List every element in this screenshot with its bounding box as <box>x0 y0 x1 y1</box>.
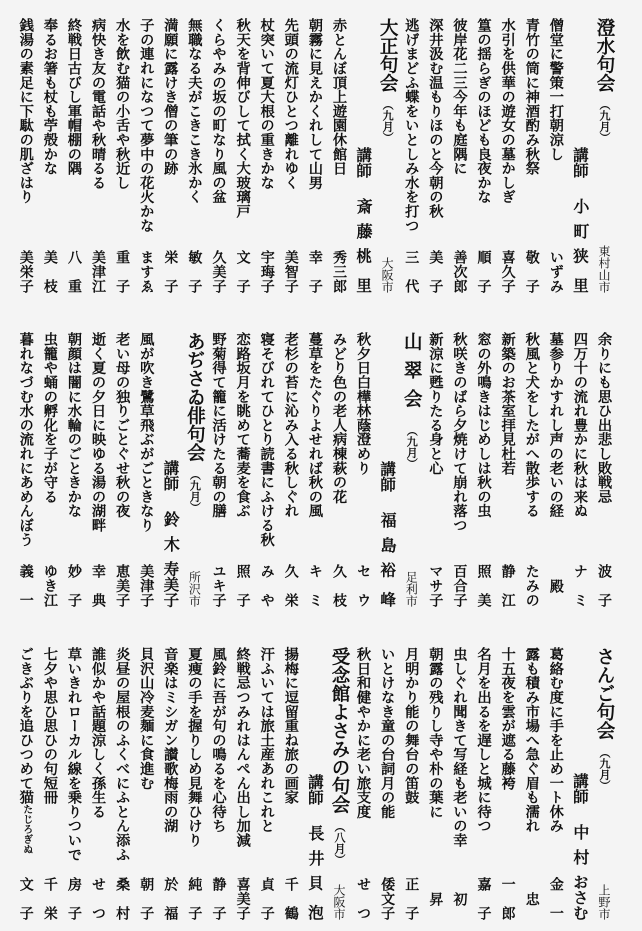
haiku-text: 朝顔は闇に水輪のごときかな <box>65 332 82 518</box>
haiku-text: 子の連れになつて夢中の花火かな <box>138 18 155 233</box>
haiku-entry <box>38 647 62 920</box>
kukai-city: 所沢市 <box>187 571 202 607</box>
haiku-text: 風鈴に吾が句の鳴るを心待ち <box>210 647 227 833</box>
haiku-text: 葛絡む度に手を止め一ト休み <box>547 647 564 833</box>
haiku-text: 名月を出るを遅しと城に待つ <box>475 647 492 833</box>
haiku-text: 無職なる夫がこきこき氷かく <box>186 18 203 204</box>
poet-name: いずみ <box>547 250 564 293</box>
haiku-text: 終戦忌つみれはんぺん出し加減 <box>234 647 251 848</box>
haiku-entry <box>544 332 568 607</box>
poet-name: 順子 <box>475 250 492 293</box>
lecturer-label: 講師 <box>161 459 180 491</box>
lecturer-label: 講師 <box>570 772 589 804</box>
haiku-text: 秋風と犬をしたがへ散歩する <box>523 332 540 518</box>
poet-name: 千栄 <box>41 877 58 920</box>
haiku-text: 恋路坂月を眺めて蕎麦を食ぶ <box>234 332 251 518</box>
kukai-city: 上野市 <box>597 884 611 920</box>
haiku-entry <box>447 18 471 293</box>
poet-name: 敏子 <box>186 250 203 293</box>
haiku-text: 草いきれローカル線を乗りついで <box>65 647 82 862</box>
kukai-title: 大正句会 <box>377 18 399 92</box>
poet-name: 照美 <box>475 564 492 607</box>
haiku-text: 銭湯の素足に下駄の肌ざはり <box>17 18 34 204</box>
haiku-entry <box>520 18 544 293</box>
poet-name: 妙子 <box>65 564 82 607</box>
haiku-entry <box>14 647 38 920</box>
lecturer-line <box>158 332 182 607</box>
poet-name: 朝子 <box>138 877 155 920</box>
haiku-text: 赤とんぼ頂上遊園休館日 <box>330 18 347 176</box>
poet-name: 一郎 <box>499 877 516 920</box>
poet-name: 千鶴 <box>282 877 299 920</box>
lecturer-surname: 小町 <box>570 198 590 248</box>
lecturer-label: 講師 <box>378 461 397 492</box>
haiku-entry <box>447 332 471 607</box>
haiku-entry <box>423 647 447 920</box>
haiku-entry <box>255 332 279 607</box>
haiku-text: 暮れなづむ水の流れにあめんぼう <box>17 332 34 547</box>
poet-name: 喜美子 <box>234 877 251 920</box>
poet-name: 重子 <box>114 250 131 293</box>
poet-name: 喜久子 <box>499 250 516 293</box>
lecturer-given-name: 貝泡 <box>305 875 324 920</box>
haiku-text: 深井汲む温もりほのと今朝の秋 <box>427 18 444 219</box>
poet-name: 房子 <box>65 877 82 920</box>
poet-name: 義一 <box>17 564 34 607</box>
lecturer-surname: 鈴木 <box>161 510 181 561</box>
haiku-entry <box>206 647 230 920</box>
haiku-entry <box>38 18 62 293</box>
kukai-heading <box>592 18 616 293</box>
haiku-entry <box>255 18 279 293</box>
poet-name: セウ <box>355 564 372 607</box>
haiku-text: 炎昼の屋根のふくべにふとん添ふ <box>114 647 131 862</box>
poet-name: 秀三郎 <box>330 250 347 293</box>
poet-name: 美津江 <box>90 250 107 293</box>
haiku-text: 十五夜を雲が遮る藤袴 <box>499 647 516 790</box>
haiku-entry <box>14 332 38 607</box>
kukai-title: 受念館よさみの句会 <box>328 647 350 814</box>
haiku-entry <box>544 18 568 293</box>
haiku-entry <box>231 332 255 607</box>
lecturer-surname: 中村 <box>570 823 590 874</box>
haiku-entry <box>62 332 86 607</box>
kukai-title-block <box>327 647 351 865</box>
haiku-text: 奉るお箸も杖も苧殻かな <box>41 18 58 176</box>
haiku-entry <box>255 647 279 920</box>
poet-name: 美子 <box>427 250 444 293</box>
haiku-text: 杖突いて夏大根の重きかな <box>258 18 275 190</box>
haiku-text: 水引を供華の遊女の墓かしぎ <box>499 18 516 204</box>
haiku-text: 水を飲む猫の小舌や秋近し <box>114 18 131 190</box>
poet-name: 文子 <box>234 250 251 293</box>
lecturer-line <box>303 647 327 920</box>
kukai-heading <box>182 332 206 607</box>
haiku-text: 月明かり能の舞台の笛鼓 <box>403 647 420 805</box>
haiku-text: ごきぶりを追ひつめて猫 <box>17 647 34 805</box>
lecturer-surname: 斎藤 <box>354 198 374 248</box>
haiku-text: 夏痩の手を握りしめ見舞ひけり <box>186 647 203 848</box>
haiku-entry <box>399 647 423 920</box>
haiku-text: 汗ふいては旅土産あれこれと <box>258 647 275 833</box>
haiku-text: 朝霧に見えかくれして山男 <box>306 18 323 190</box>
haiku-entry <box>399 18 423 293</box>
haiku-text: 誰似かや話題涼しく孫生る <box>90 647 107 819</box>
haiku-text: 貝沢山冷麦麺に食進む <box>138 647 155 790</box>
haiku-text: 窓の外鳴きはじめしは秋の虫 <box>475 332 492 518</box>
haiku-text-wrapper <box>14 647 38 854</box>
haiku-text: いとけなき童の台詞月の能 <box>379 647 396 819</box>
haiku-text: 満願に露けき僧の筆の跡 <box>162 18 179 176</box>
haiku-text: 寝そびれてひとり読書にふける秋 <box>258 332 275 547</box>
haiku-entry <box>520 647 544 920</box>
poet-name: みや <box>258 564 275 607</box>
haiku-entry <box>231 18 255 293</box>
haiku-text: 逝く夏の夕日に映ゆる湯の湖畔 <box>90 332 107 533</box>
poet-name: 静江 <box>499 564 516 607</box>
poet-name: ゆき江 <box>41 564 58 607</box>
band-middle <box>0 332 642 607</box>
haiku-entry <box>206 18 230 293</box>
haiku-entry <box>496 332 520 607</box>
poet-name: 美津子 <box>138 564 155 607</box>
poet-name: 三代 <box>403 250 420 293</box>
poet-name: 美栄子 <box>17 250 34 293</box>
kukai-title-block <box>592 18 616 143</box>
haiku-text: 秋天を背伸びして拭く大玻璃戸 <box>234 18 251 219</box>
kukai-title-block <box>182 332 206 513</box>
haiku-entry <box>158 18 182 293</box>
lecturer-surname: 福島 <box>378 512 398 562</box>
poet-name: マサ子 <box>427 564 444 607</box>
haiku-text: みどり色の老人病棟萩の花 <box>330 332 347 504</box>
poet-name: 恵美子 <box>114 564 131 607</box>
haiku-text-small-tail: たじろぎぬ <box>20 804 32 855</box>
poet-name: 照子 <box>234 564 251 607</box>
haiku-entry <box>351 332 375 607</box>
poet-name: 倭文子 <box>379 877 396 920</box>
lecturer-label: 講師 <box>570 147 589 178</box>
haiku-text: 音楽はミシガン讃歌梅雨の湖 <box>162 647 179 833</box>
poet-name: 幸子 <box>306 250 323 293</box>
kukai-city: 東村山市 <box>597 245 611 293</box>
poet-name: せつ <box>355 877 372 920</box>
kukai-title-block <box>375 18 399 143</box>
poet-name: たみの <box>523 564 540 607</box>
haiku-entry <box>496 18 520 293</box>
haiku-entry <box>423 18 447 293</box>
haiku-entry <box>471 647 495 920</box>
lecturer-surname: 長井 <box>305 825 325 875</box>
haiku-text: 老杉の苔に沁み入る秋しぐれ <box>282 332 299 518</box>
kukai-city: 大阪市 <box>331 884 346 920</box>
kukai-heading <box>592 647 616 920</box>
haiku-entry <box>279 647 303 920</box>
haiku-entry <box>327 18 351 293</box>
lecturer-given-name: 桃里 <box>354 248 373 293</box>
poet-name: 貞子 <box>258 877 275 920</box>
haiku-entry <box>447 647 471 920</box>
lecturer-line <box>351 18 375 293</box>
haiku-text: 朝露の残りし寺や朴の葉に <box>427 647 444 819</box>
poet-name: 栄子 <box>162 250 179 293</box>
kukai-title-block <box>399 332 423 469</box>
kukai-city: 大阪市 <box>380 257 395 293</box>
haiku-text: 篁の揺らぎのほども良夜かな <box>475 18 492 204</box>
haiku-text: 逃げまどふ蝶をいとしみ水を打つ <box>403 18 420 233</box>
kukai-month: （九月） <box>598 746 611 791</box>
haiku-entry <box>110 18 134 293</box>
poet-name: 八重 <box>65 250 82 293</box>
kukai-title: 澄水句会 <box>594 18 615 92</box>
kukai-month: （八月） <box>332 820 346 865</box>
haiku-entry <box>303 332 327 607</box>
poet-name: 金一 <box>547 877 564 920</box>
haiku-entry <box>182 647 206 920</box>
poet-name: 善次郎 <box>451 250 468 293</box>
haiku-entry <box>592 332 616 607</box>
lecturer-label: 講師 <box>305 774 324 805</box>
haiku-entry <box>134 647 158 920</box>
poet-name: キミ <box>306 564 323 607</box>
haiku-entry <box>14 18 38 293</box>
haiku-entry <box>568 332 592 607</box>
kukai-month: （九月） <box>598 99 611 143</box>
poet-name: 昇 <box>427 891 444 906</box>
poet-name: 忠 <box>523 891 540 906</box>
lecturer-given-name: 寿美子 <box>161 560 180 607</box>
haiku-text: 先頭の流灯ひとつ離れゆく <box>282 18 299 190</box>
lecturer-given-name: 裕峰 <box>378 562 397 607</box>
haiku-text: 新築のお茶室拝見杜若 <box>499 332 516 475</box>
haiku-text: 露も積み市場へ急ぐ眉も濡れ <box>523 647 540 833</box>
haiku-text: 七夕や思ひ思ひの句短冊 <box>41 647 58 805</box>
haiku-entry <box>134 18 158 293</box>
haiku-entry <box>279 332 303 607</box>
haiku-text: 余りにも思ひ出悲し敗戦忌 <box>596 332 612 504</box>
poet-name: 静子 <box>210 877 227 920</box>
poet-name: 百合子 <box>451 564 468 607</box>
kukai-title: さんご句会 <box>594 647 615 740</box>
haiku-entry <box>86 332 110 607</box>
haiku-text: 新涼に甦りたる身と心 <box>427 332 444 475</box>
poet-name: 初 <box>451 891 468 906</box>
haiku-text: 秋日和健やかに老い旅支度 <box>355 647 372 819</box>
haiku-entry <box>62 647 86 920</box>
kukai-heading <box>399 332 423 607</box>
haiku-entry <box>182 18 206 293</box>
band-top <box>0 18 642 293</box>
kukai-city: 足利市 <box>404 571 419 607</box>
haiku-entry <box>303 18 327 293</box>
poet-name: 文子 <box>17 877 34 920</box>
haiku-entry <box>38 332 62 607</box>
poet-name: 桑村 <box>114 877 131 920</box>
haiku-entry <box>471 18 495 293</box>
poet-name: 美智子 <box>282 250 299 293</box>
haiku-text: 彼岸花二三今年も庭隅に <box>451 18 468 176</box>
haiku-entry <box>520 332 544 607</box>
kukai-title: 山翠会 <box>401 332 423 418</box>
kukai-title: あぢさゐ俳句会 <box>184 332 206 462</box>
haiku-entry <box>279 18 303 293</box>
haiku-text: くらやみの坂の町なり風の盆 <box>210 18 227 204</box>
haiku-text: 老い母の独りごとぐせ秋の夜 <box>114 332 131 518</box>
haiku-entry <box>86 647 110 920</box>
haiku-entry <box>206 332 230 607</box>
haiku-entry <box>544 647 568 920</box>
haiku-text: 秋夕日白樺林蔭澄めり <box>355 332 372 475</box>
lecturer-line <box>568 647 592 920</box>
haiku-entry <box>375 647 399 920</box>
lecturer-label: 講師 <box>354 147 373 178</box>
lecturer-line <box>375 332 399 607</box>
kukai-heading <box>375 18 399 293</box>
lecturer-given-name: おさむ <box>570 873 589 920</box>
haiku-entry <box>110 332 134 607</box>
haiku-entry <box>231 647 255 920</box>
kukai-heading <box>327 647 351 920</box>
haiku-text: 秋咲きのばら夕焼けて崩れ落つ <box>451 332 468 533</box>
band-bottom <box>0 647 642 920</box>
haiku-entry <box>62 18 86 293</box>
lecturer-line <box>568 18 592 293</box>
haiku-entry <box>471 332 495 607</box>
haiku-entry <box>158 647 182 920</box>
haiku-text: 蔓草をたぐりよせれば秋の風 <box>306 332 323 518</box>
haiku-text: 僧堂に警策一打朝涼し <box>547 18 564 161</box>
haiku-text: 墓参りかすれし声の老いの経 <box>547 332 564 518</box>
haiku-entry <box>134 332 158 607</box>
haiku-text: 野菊得て籠に活けたる朝の膳 <box>210 332 227 518</box>
poet-name: 宇珻子 <box>258 250 275 293</box>
poet-name: 久枝 <box>330 564 347 607</box>
poet-name: 幸典 <box>90 564 107 607</box>
haiku-entry <box>423 332 447 607</box>
lecturer-given-name: 狭里 <box>570 248 589 293</box>
kukai-month: （九月） <box>188 468 202 513</box>
poet-name: 正子 <box>403 877 420 920</box>
poet-name: 嘉子 <box>475 877 492 920</box>
poet-name: せつ <box>90 877 107 920</box>
kukai-month: （九月） <box>381 99 395 143</box>
haiku-entry <box>496 647 520 920</box>
poet-name: 波子 <box>596 564 612 607</box>
haiku-text: 風が吹き鷺草飛ぶがごときなり <box>138 332 155 533</box>
poet-name: ユキ子 <box>210 564 227 607</box>
kukai-month: （九月） <box>405 424 419 469</box>
poet-name: 於福 <box>162 877 179 920</box>
haiku-text: 終戦日古びし軍帽棚の隅 <box>65 18 82 176</box>
haiku-entry <box>351 647 375 920</box>
kukai-title-block <box>592 647 616 791</box>
poet-name: ナミ <box>571 564 588 607</box>
poet-name: 久美子 <box>210 250 227 293</box>
poet-name: ますゑ <box>138 250 155 293</box>
poet-name: 美枝 <box>41 250 58 293</box>
haiku-text: 虫籠や蛹の孵化を子が守る <box>41 332 58 504</box>
haiku-entry <box>110 647 134 920</box>
haiku-entry <box>327 332 351 607</box>
haiku-text: 虫しぐれ聞きて写経も老いの幸 <box>451 647 468 848</box>
poet-name: 純子 <box>186 877 203 920</box>
haiku-text: 病快き友の電話や秋晴るる <box>90 18 107 190</box>
haiku-entry <box>86 18 110 293</box>
poet-name: 敬子 <box>523 250 540 293</box>
haiku-text: 青竹の筒に神酒酌み秋祭 <box>523 18 540 176</box>
haiku-text: 四万十の流れ豊かに秋は来ぬ <box>571 332 588 518</box>
poet-name: 久栄 <box>282 564 299 607</box>
haiku-text: 揚梅に逗留重ね旅の画家 <box>282 647 299 805</box>
poet-name: 殿 <box>547 578 564 593</box>
